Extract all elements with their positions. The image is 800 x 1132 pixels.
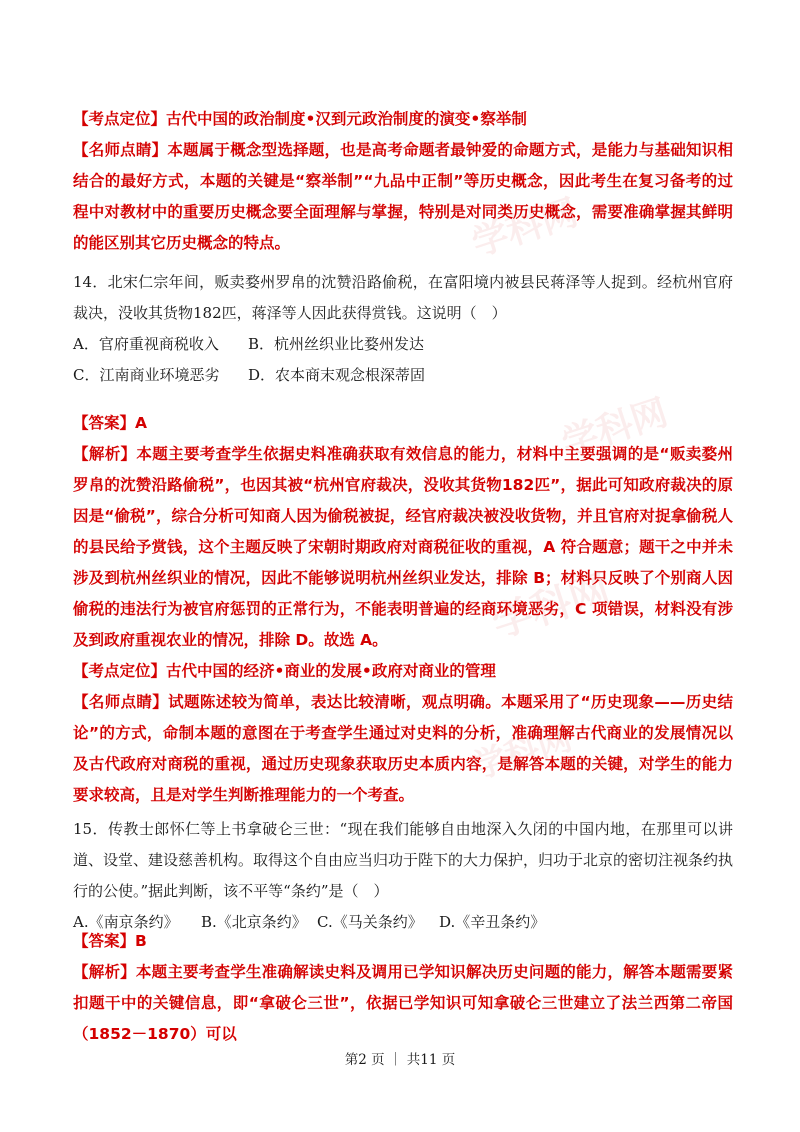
q14-option-d: D．农本商末观念根深蒂固: [248, 366, 426, 384]
page-footer: 第2 页 ｜ 共11 页: [344, 1052, 456, 1068]
q15-solution: [73, 926, 733, 1050]
q14-stem: 14．北宋仁宗年间，贩卖婺州罗帛的沈赞沿路偷税，在富阳境内被县民蒋泽等人捉到。经杭州官府裁决，没收其货物182匹，蒋泽等人因此获得赏钱。这说明（ ）: [73, 273, 733, 322]
q15-option-a: A.《南京条约》: [73, 913, 179, 931]
q14-kaodian: 【考点定位】古代中国的经济•商业的发展•政府对商业的管理: [73, 662, 496, 680]
q14-mingshi: 【名师点睛】试题陈述较为简单，表达比较清晰，观点明确。本题采用了“历史现象——历史结论”的方式，命制本题的意图在于考查学生通过对史料的分析，准确理解古代商业的发展情况以及古代政府对商税的重视，通过历史现象获取历史本质内容，是解答本题的关键，对学生的能力要求较高，且是对学生判断推理能力的一个考查。: [73, 693, 733, 804]
q14-options-row1: [73, 329, 733, 360]
q15-stem: 15．传教士郎怀仁等上书拿破仑三世：“现在我们能够自由地深入久闭的中国内地，在那里可以讲道、设堂、建设慈善机构。取得这个自由应当归功于陛下的大力保护，归功于北京的密切注视条约执行的公使。”据此判断，该不平等“条约”是（ ）: [73, 820, 734, 900]
q15-option-d: D.《辛丑条约》: [439, 913, 546, 931]
watermark: 学科网: [557, 392, 673, 465]
q15-answer: 【答案】B: [73, 932, 147, 950]
q14-options-row2: [73, 360, 733, 391]
watermark: 学科网: [467, 718, 577, 788]
q14-option-a: A．官府重视商税收入: [73, 335, 219, 353]
q15-option-b: B.《北京条约》: [201, 913, 307, 931]
q15-option-c: C.《马关条约》: [317, 913, 423, 931]
q14-solution: [73, 408, 733, 811]
q13-kaodian: 【考点定位】古代中国的政治制度•汉到元政治制度的演变•察举制: [73, 110, 527, 128]
q14-answer: 【答案】A: [73, 414, 147, 432]
question-14: [73, 267, 733, 391]
q14-analysis: 【解析】本题主要考查学生依据史料准确获取有效信息的能力，材料中主要强调的是“贩卖婺州罗帛的沈赞沿路偷税”，也因其被“杭州官府裁决，没收其货物182匹”，据此可知政府裁决的原因是“偷税”，综合分析可知商人因为偷税被捉，经官府裁决被没收货物，并且官府对捉拿偷税人的县民给予赏钱，这个主题反映了宋朝时期政府对商税征收的重视，A 符合题意；题干之中并未涉及到杭州丝织业的情况，因此不能够说明杭州丝织业发达，排除 B；材料只反映了个别商人因偷税的违法行为被官府惩罚的正常行为，不能表明普遍的经商环境恶劣，C 项错误，材料没有涉及到政府重视农业的情况，排除 D。故选 A。: [73, 445, 733, 649]
watermark: 学科网: [467, 192, 583, 265]
q13-tail: [73, 104, 733, 259]
q13-mingshi: 【名师点睛】本题属于概念型选择题，也是高考命题者最钟爱的命题方式，是能力与基础知识相结合的最好方式，本题的关键是“察举制”“九品中正制”等历史概念，因此考生在复习备考的过程中对教材中的重要历史概念要全面理解与掌握，特别是对同类历史概念，需要准确掌握其鲜明的能区别其它历史概念的特点。: [73, 141, 733, 252]
q14-option-c: C．江南商业环境恶劣: [73, 366, 220, 384]
question-15: [73, 814, 733, 938]
watermark: 学科网: [486, 566, 616, 648]
q15-analysis: 【解析】本题主要考查学生准确解读史料及调用已学知识解决历史问题的能力，解答本题需要紧扣题干中的关键信息，即“拿破仑三世”，依据已学知识可知拿破仑三世建立了法兰西第二帝国（1852－1870）可以: [73, 963, 733, 1043]
q14-option-b: B．杭州丝织业比婺州发达: [248, 335, 425, 353]
